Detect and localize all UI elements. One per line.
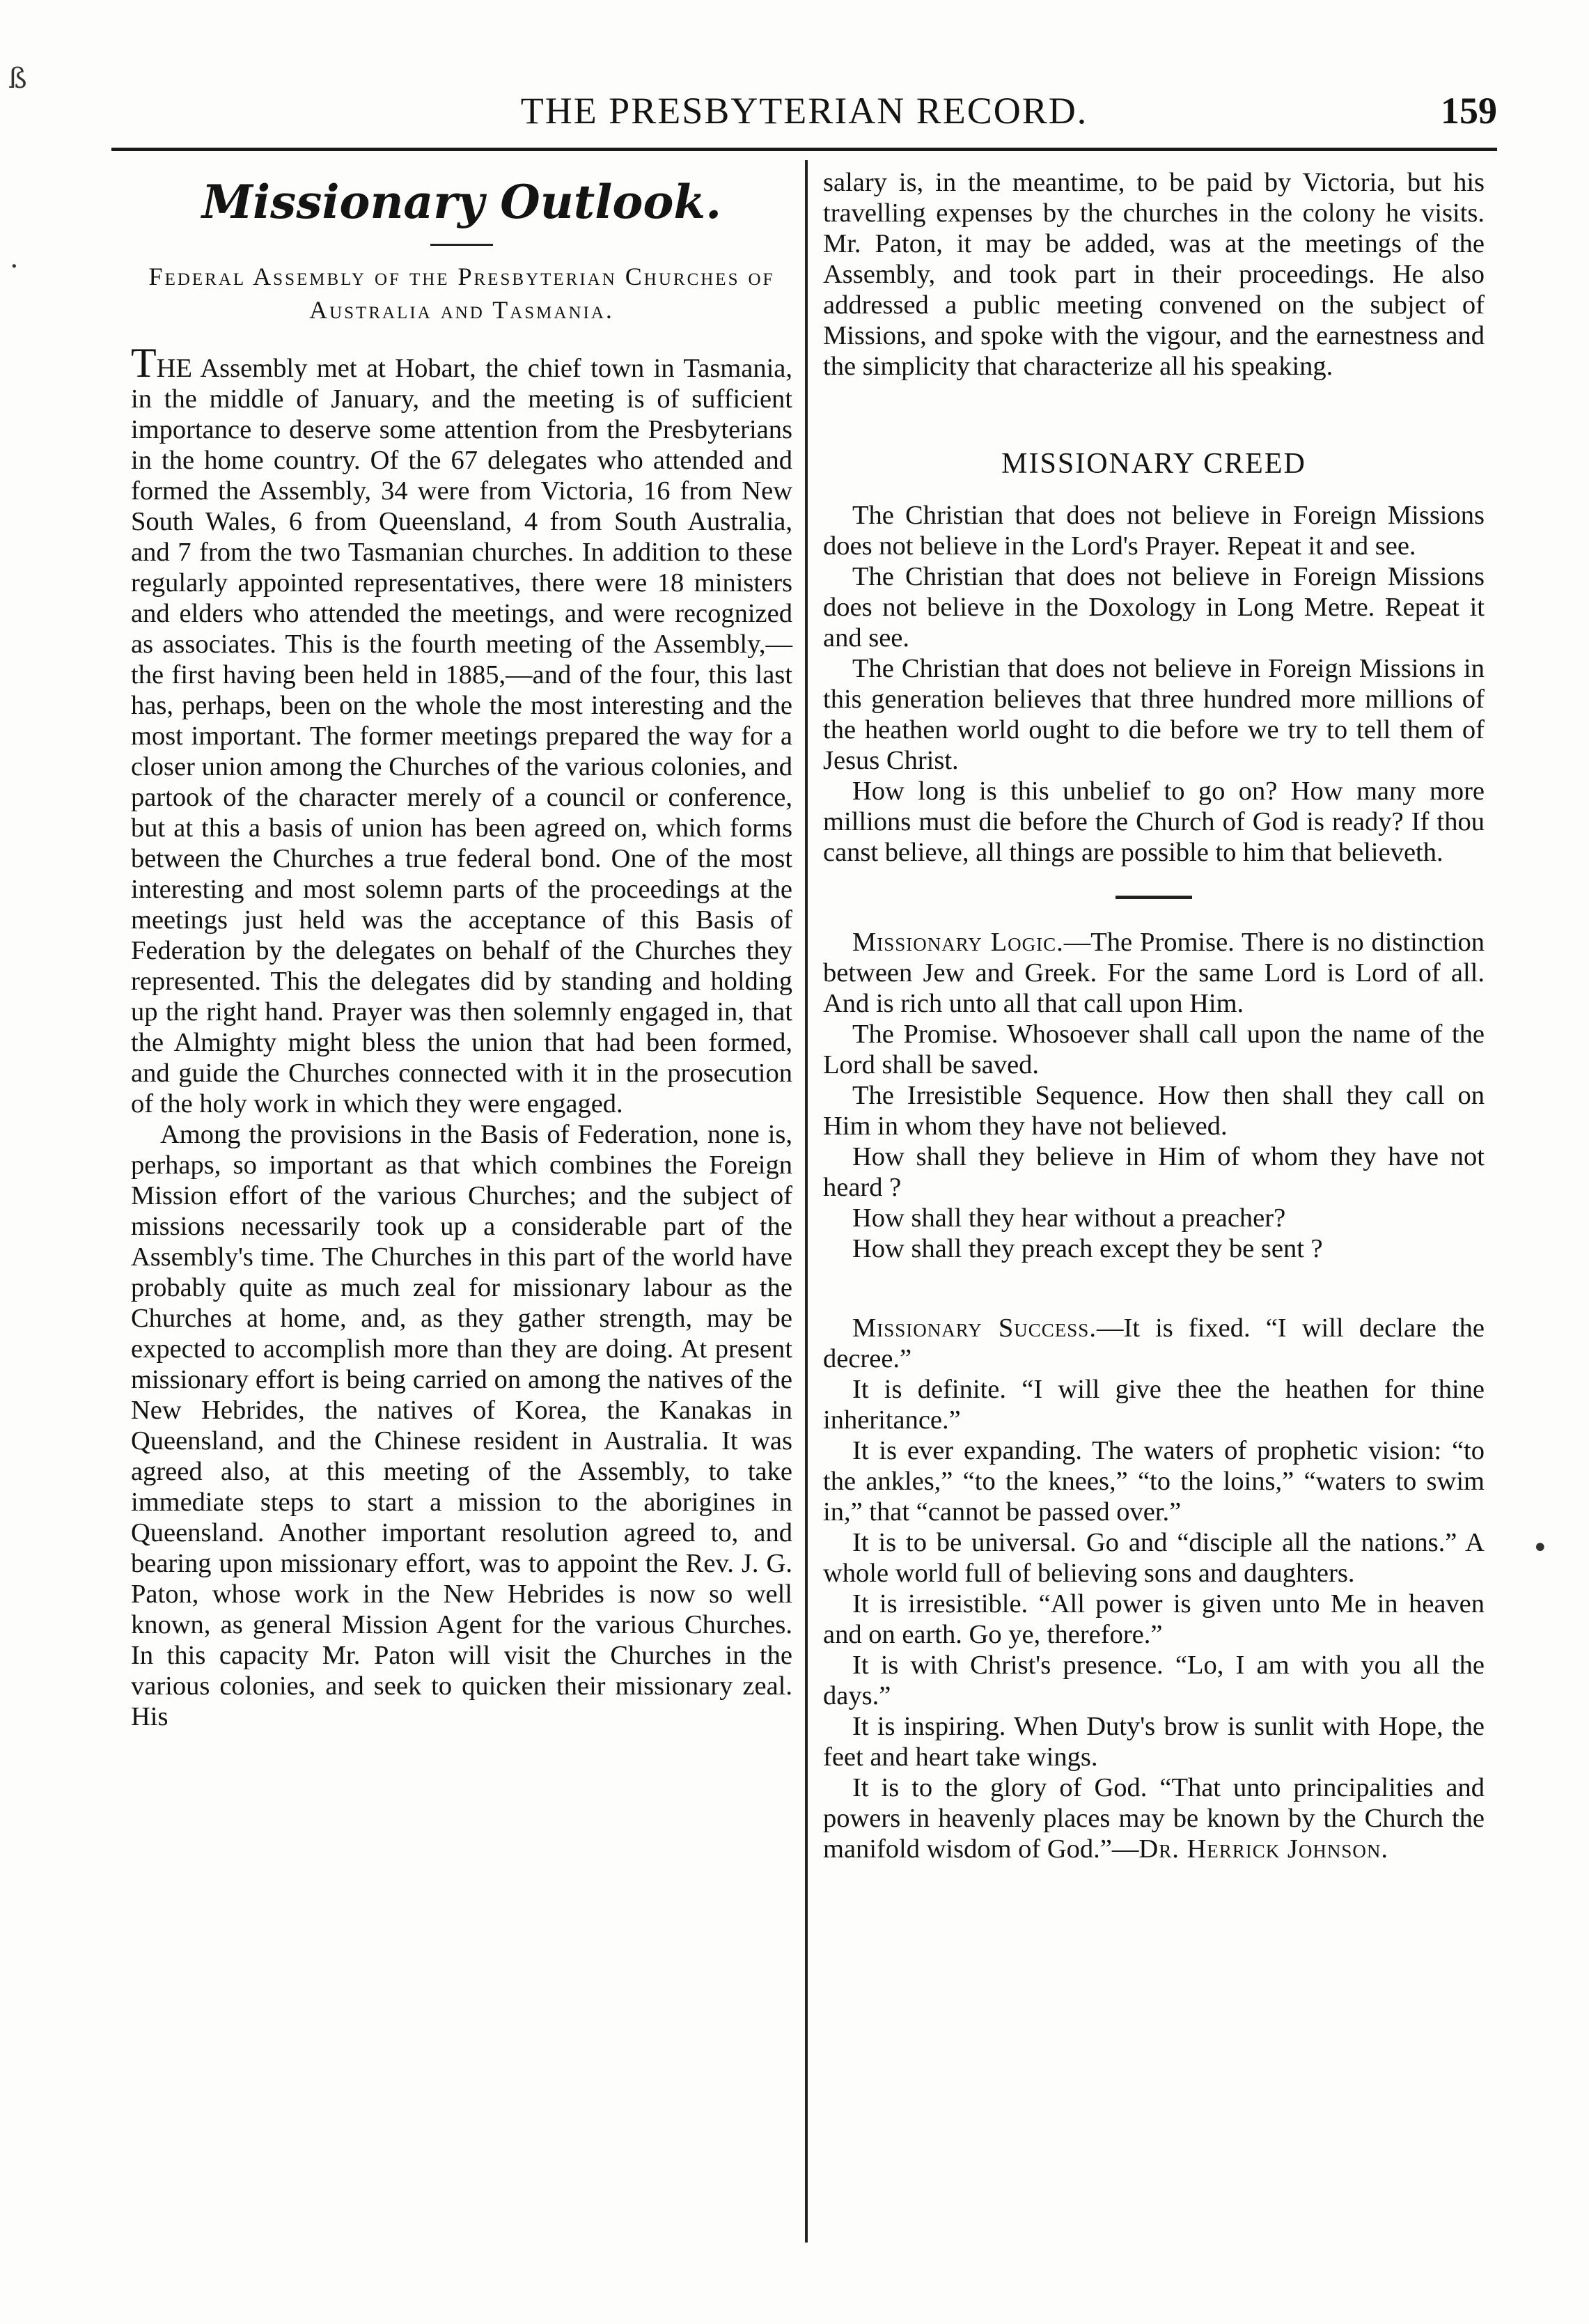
logic-paragraph [823,927,1485,1019]
success-paragraph [823,1313,1485,1374]
success-paragraph: It is with Christ's presence. “Lo, I am with you all the days.” [823,1651,1485,1710]
success-paragraph: It is irresistible. “All power is given unto Me in heaven and on earth. Go ye, therefore.” [823,1589,1485,1649]
creed-heading: MISSIONARY CREED [1001,448,1306,480]
spacer [823,1264,1485,1313]
paragraph-text: HE Assembly met at Hobart, the chief town in Tasmania, in the middle of January, and the meeting is of sufficient importance to deserve some attention from the Presbyterians in the home country. Of the 67 delegates who attended and formed the Assembly, 34 were from Victoria, 16 from New South Wales, 6 from Queensland, 4 from South Australia, and 7 from the two Tasmanian churches. In addition to these regularly appointed representatives, there were 18 ministers and elders who attended the meetings, and were recognized as associates. This is the fourth meeting of the Assembly,—the first having been held in 1885,—and of the four, this last has, perhaps, been on the whole the most interesting and the most important. The former meetings prepared the way for a closer union among the Churches of the various colonies, and partook of the character merely of a council or conference, but at this a basis of union has been agreed on, which forms between the Churches a true federal bond. One of the most interesting and most solemn parts of the proceedings at the meetings just held was the acceptance of this Basis of Federation by the delegates on behalf of the Churches they represented. This the delegates did by standing and holding up the right hand. Prayer was then solemnly engaged in, that the Almighty might bless the union that had been formed, and guide the Churches connected with it in the prosecution of the holy work in which they were engaged. [131,354,792,1118]
success-paragraph: It is inspiring. When Duty's brow is sunlit with Hope, the feet and heart take wings. [823,1712,1485,1772]
margin-mark: • [1532,1532,1549,1564]
creed-paragraph: The Christian that does not believe in Foreign Missions does not believe in the Doxology in Long Metre. Repeat it and see. [823,562,1485,653]
success-paragraph: It is definite. “I will give thee the heathen for thine inheritance.” [823,1375,1485,1435]
title-rule [430,244,493,246]
logic-paragraph: How shall they hear without a preacher? [852,1203,1286,1233]
page-number: 159 [1441,90,1497,132]
continued-paragraph: salary is, in the meantime, to be paid by Victoria, but his travelling expenses by the churches in the colony he visits. Mr. Paton, it may be added, was at the meetings of the Assembly, and took part in their proceedings. He also addressed a public meeting convened on the subject of Missions, and spoke with the vigour, and the earnestness and the simplicity that characterize all his speaking. [823,168,1485,381]
article-paragraph: Among the provisions in the Basis of Federation, none is, perhaps, so important as that which combines the Foreign Mission effort of the various Churches; and the subject of missions necessarily took up a considerable part of the Assembly's time. The Churches in this part of the world have probably quite as much zeal for missionary labour as the Churches at home, and, as they gather strength, may be expected to accomplish more than they are doing. At present missionary effort is being carried on among the natives of the New Hebrides, the natives of Korea, the Kanakas in Queensland, and the Chinese resident in Australia. It was agreed also, at this meeting of the Assembly, to take immediate steps to start a mission to the aborigines in Queensland. Another important resolution agreed to, and bearing upon missionary effort, was to appoint the Rev. J. G. Paton, whose work in the New Hebrides is now so well known, as general Mission Agent for the various Churches. In this capacity Mr. Paton will visit the Churches in the various colonies, and seek to quicken their missionary zeal. His [131,1120,792,1731]
success-paragraph [823,1772,1485,1864]
section-title: Missionary Outlook. [201,175,722,229]
logic-paragraph: How shall they preach except they be sent ? [852,1234,1323,1263]
success-paragraph: It is to be universal. Go and “disciple all the nations.” A whole world full of believing sons and daughters. [823,1528,1485,1588]
attribution: Dr. Herrick Johnson. [1138,1834,1389,1864]
article-subheading: Federal Assembly of the Presbyterian Churches of Australia and Tasmania. [148,263,775,324]
success-paragraph: It is ever expanding. The waters of prophetic vision: “to the ankles,” “to the knees,” “to the loins,” “waters to swim in,” that “cannot be passed over.” [823,1436,1485,1527]
logic-lead: Missionary Logic. [852,928,1064,957]
logic-paragraph: The Promise. Whosoever shall call upon the name of the Lord shall be saved. [823,1020,1485,1079]
logic-paragraph: How shall they believe in Him of whom they have not heard ? [823,1142,1485,1202]
left-column [131,167,792,1732]
journal-title: THE PRESBYTERIAN RECORD. [520,90,1088,132]
creed-paragraph: How long is this unbelief to go on? How many more millions must die before the Church of God is ready? If thou canst believe, all things are possible to him that believeth. [823,777,1485,867]
logic-text: —The Promise. There is no distinction between Jew and Greek. For the same Lord is Lord of all. And is rich unto all that call upon Him. [823,928,1485,1018]
right-column [823,167,1485,1864]
column-divider [805,160,808,2243]
article-paragraph [131,340,792,1119]
header-rule [111,148,1497,151]
creed-paragraph: The Christian that does not believe in Foreign Missions in this generation believes that three hundred more millions of the heathen world ought to die before we try to tell them of Jesus Christ. [823,654,1485,775]
success-text: It is to the glory of God. “That unto principalities and powers in heavenly places may be known by the Church the manifold wisdom of God.”— [823,1773,1485,1864]
margin-mark: ß [8,63,27,95]
success-text: —It is fixed. “I will declare the decree.” [823,1313,1485,1373]
section-rule [1116,896,1192,899]
creed-paragraph: The Christian that does not believe in Foreign Missions does not believe in the Lord's Prayer. Repeat it and see. [823,501,1485,561]
success-lead: Missionary Success. [852,1313,1097,1343]
logic-paragraph: The Irresistible Sequence. How then shall they call on Him in whom they have not believed. [823,1081,1485,1141]
margin-mark: · [10,251,19,283]
drop-cap: T [131,340,157,386]
running-header [111,82,1497,145]
